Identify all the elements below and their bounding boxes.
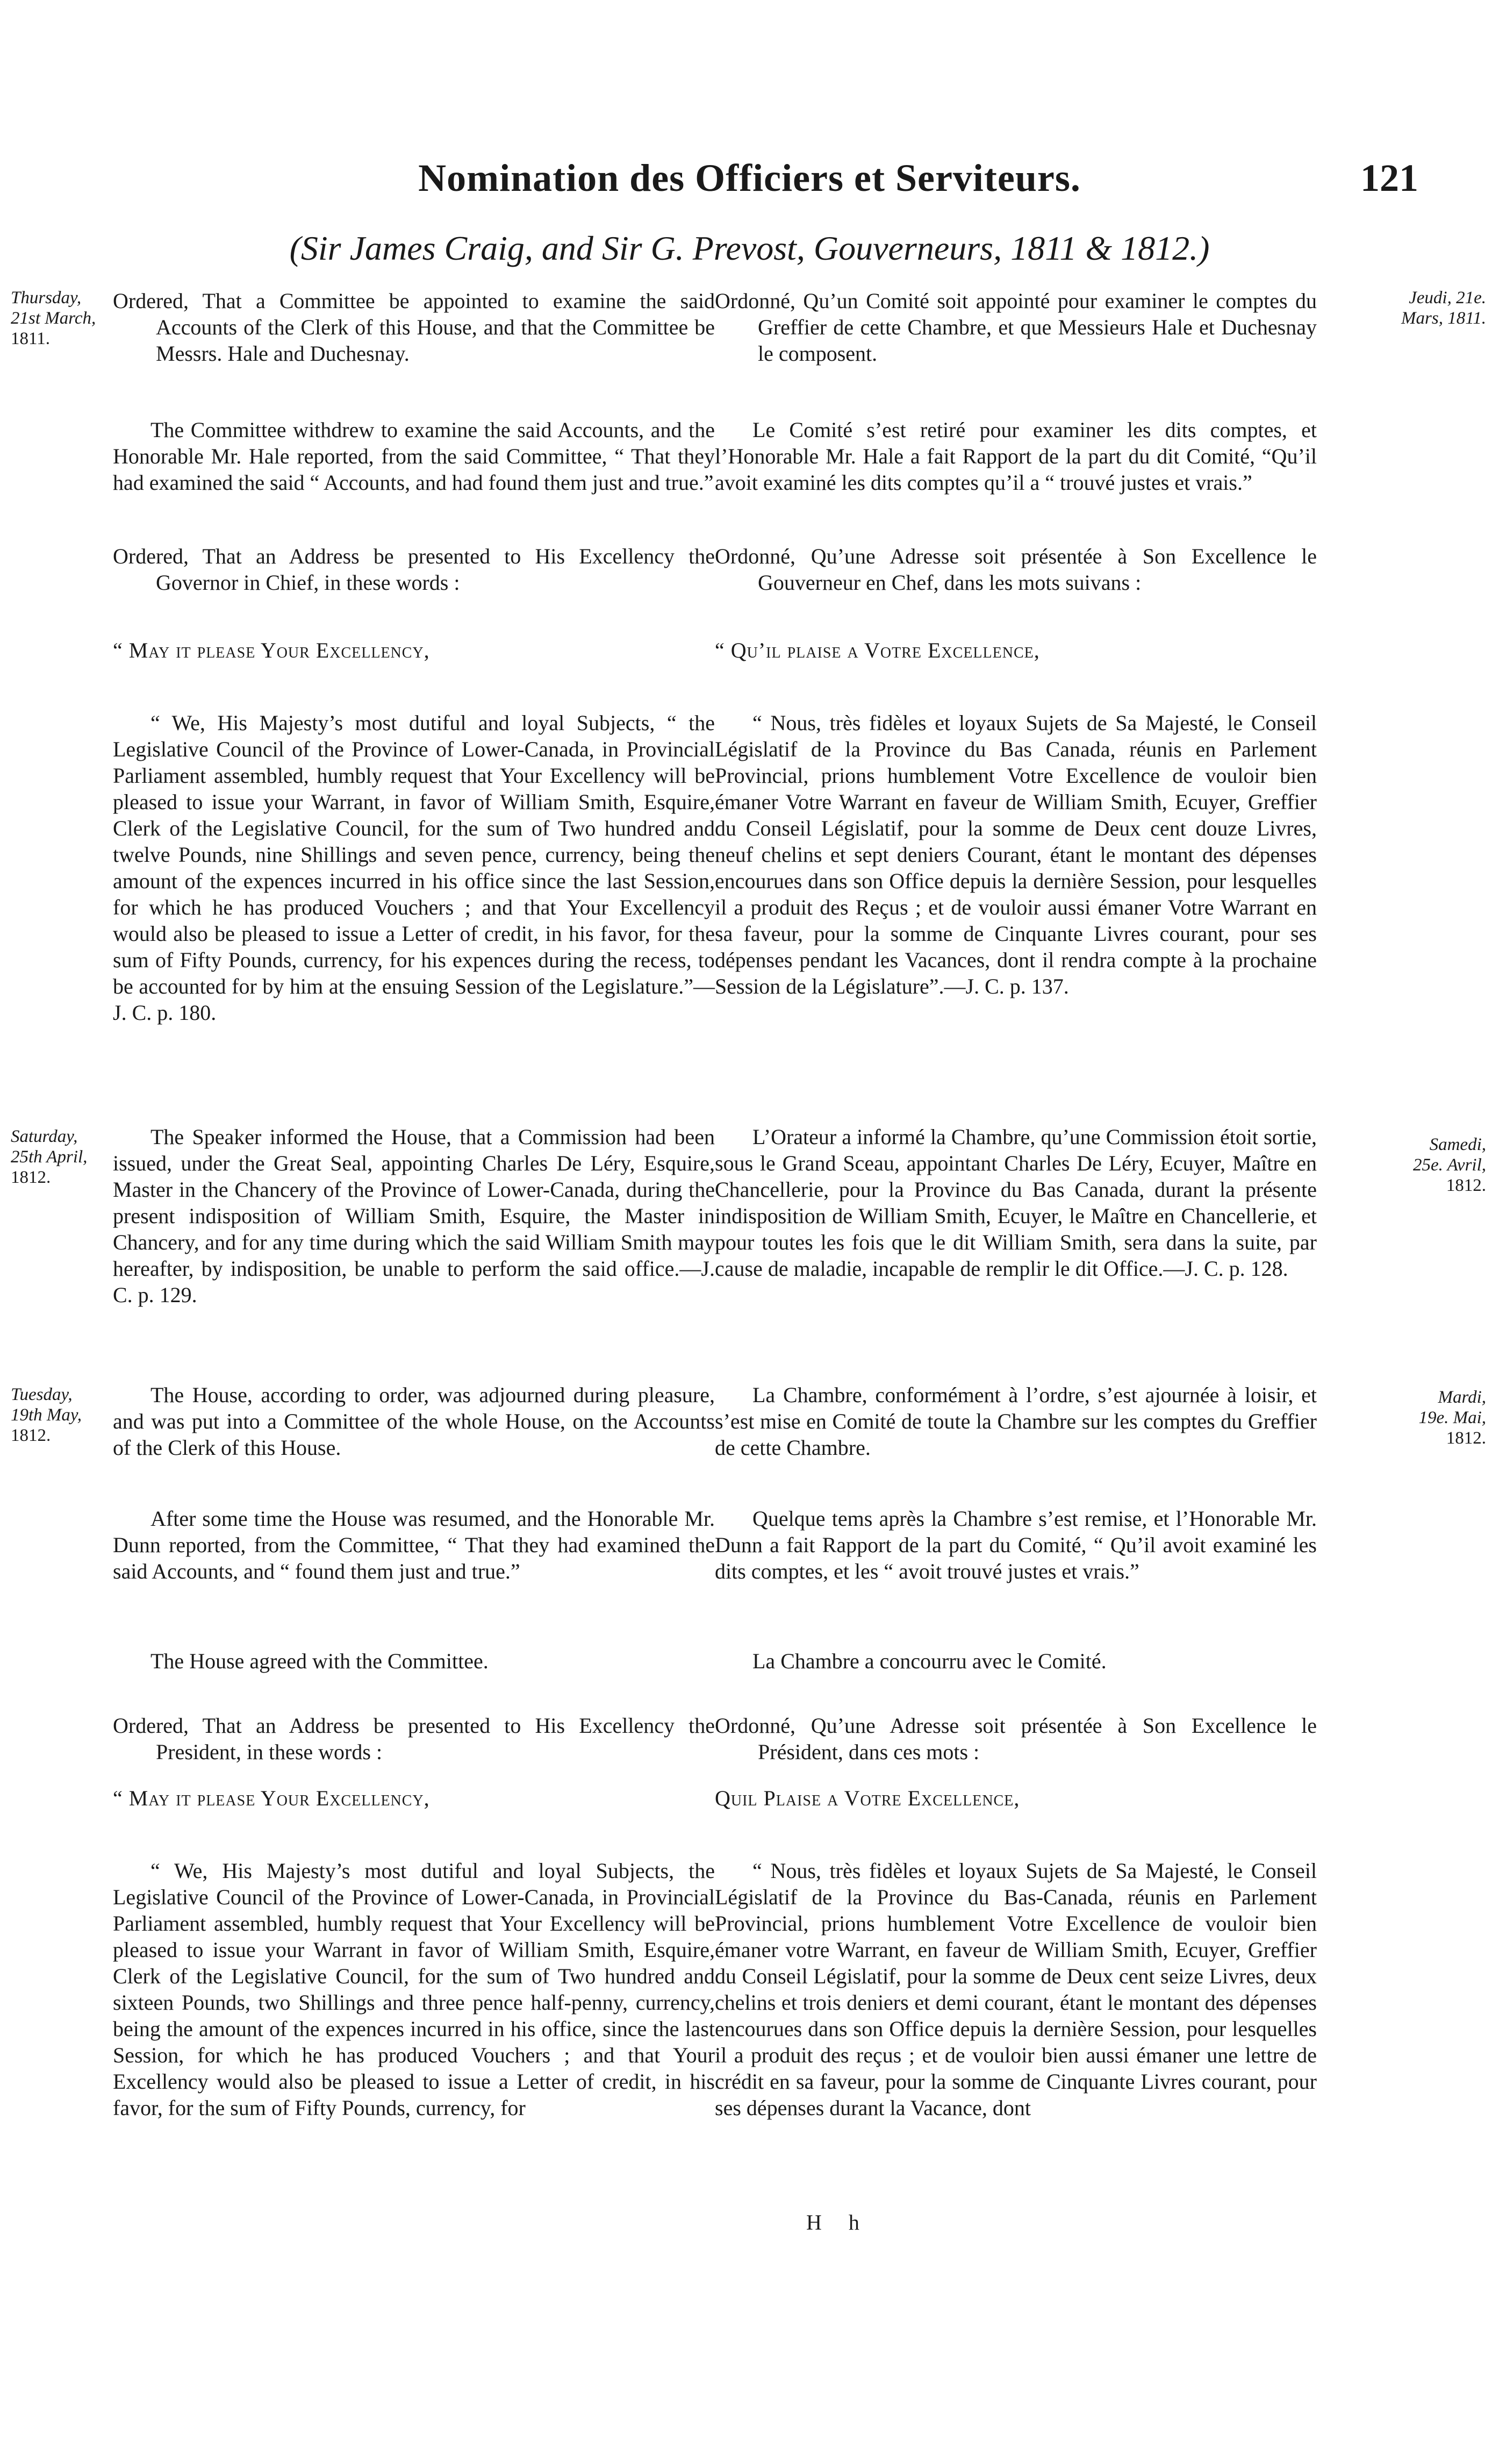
margin-note-thursday: [11, 288, 102, 349]
margin-note-day: Mardi,: [1438, 1388, 1486, 1407]
french-paragraph-7: [715, 1382, 1317, 1461]
paragraph-text: “ Nous, très fidèles et loyaux Sujets de Sa Majesté, le Conseil Législatif de la Province du Bas Canada, réunis en Parlement Provincial, prions humblement Votre Excellence de vouloir bien émaner Votre Warrant en faveur de William Smith, Ecuyer, Greffier du Conseil Législatif, pour la somme de Deux cent douze Livres, neuf chelins et sept deniers Courant, étant le montant des dépenses encourues dans son Office depuis la dernière Session, pour lesquelles il a produit des Reçus ; et de vouloir aussi émaner Votre Warrant en sa faveur, pour la somme de Cinquante Livres courant, pour ses dépenses pendant les Vacances, dont il rendra compte à la prochaine Session de la Législature”.—J. C. p. 137.: [715, 711, 1317, 998]
margin-note-date: 19e. Mai,: [1418, 1408, 1486, 1427]
paragraph-text: “ We, His Majesty’s most dutiful and loyal Subjects, “ the Legislative Council of the Province of Lower-Canada, in Provincial Parliament assembled, humbly request that Your Excellency will be pleased to issue your Warrant, in favor of William Smith, Esquire, Clerk of the Legislative Council, for the sum of Two hundred and twelve Pounds, nine Shillings and seven pence, currency, being the amount of the expences incurred in his office since the last Session, for which he has produced Vouchers ; and that Your Excellency would also be pleased to issue a Letter of credit, in his favor, for the sum of Fifty Pounds, currency, for his expences during the recess, to be accounted for by him at the ensuing Session of the Legislature.”—J. C. p. 180.: [113, 711, 715, 1025]
paragraph-text: La Chambre, conformément à l’ordre, s’est ajournée à loisir, et s’est mise en Comité de toute la Chambre sur les comptes du Greffier de cette Chambre.: [715, 1383, 1317, 1460]
paragraph-text: “ May it please Your Excellency,: [113, 638, 430, 662]
paragraph-text: The Committee withdrew to examine the said Accounts, and the Honorable Mr. Hale reported, from the said Committee, “ That they had examined the said “ Accounts, and had found them just and true.”: [113, 418, 715, 495]
margin-note-day: Samedi,: [1429, 1135, 1486, 1154]
french-paragraph-11: [715, 1785, 1317, 1811]
paragraph-text: Ordered, That an Address be presented to His Excellency the President, in these words :: [113, 1713, 715, 1764]
english-paragraph-3: [113, 543, 715, 596]
paragraph-text: Ordered, That an Address be presented to His Excellency the Governor in Chief, in these words :: [113, 544, 715, 595]
french-paragraph-4: [715, 637, 1317, 663]
french-paragraph-6: [715, 1124, 1317, 1282]
margin-note-date: 19th May,: [11, 1405, 82, 1425]
english-paragraph-9: [113, 1648, 715, 1674]
french-paragraph-12: [715, 1858, 1317, 2121]
english-paragraph-5: [113, 710, 715, 1026]
paragraph-text: Quelque tems après la Chambre s’est remise, et l’Honorable Mr. Dunn a fait Rapport de la part du Comité, “ Qu’il avoit examiné les dits comptes, et les “ avoit trouvé justes et vrais.”: [715, 1506, 1317, 1583]
margin-note-day: Tuesday,: [11, 1385, 73, 1404]
paragraph-text: “ Qu’il plaise a Votre Excellence,: [715, 638, 1040, 662]
paragraph-text: “ May it please Your Excellency,: [113, 1786, 430, 1810]
english-paragraph-7: [113, 1382, 715, 1461]
margin-note-year: 1812.: [1446, 1176, 1486, 1195]
margin-note-year: 1811.: [11, 329, 51, 348]
english-paragraph-11: [113, 1785, 715, 1811]
paragraph-text: The House, according to order, was adjourned during pleasure, and was put into a Committee of the whole House, on the Accounts of the Clerk of this House.: [113, 1383, 715, 1460]
paragraph-text: Le Comité s’est retiré pour examiner les dits comptes, et l’Honorable Mr. Hale a fait Rapport de la part du dit Comité, “Qu’il avoit examiné les dits comptes qu’il a “ trouvé justes et vrais.”: [715, 418, 1317, 495]
margin-note-mardi: [1395, 1387, 1486, 1448]
page-number: 121: [1360, 156, 1418, 199]
margin-note-year: 1812.: [11, 1426, 51, 1445]
paragraph-text: After some time the House was resumed, and the Honorable Mr. Dunn reported, from the Committee, “ That they had examined the said Accounts, and “ found them just and true.”: [113, 1506, 715, 1583]
margin-note-day: Thursday,: [11, 288, 82, 308]
margin-note-date: 25e. Avril,: [1413, 1155, 1486, 1175]
margin-note-date: 21st March,: [11, 309, 96, 328]
english-paragraph-6: [113, 1124, 715, 1308]
paragraph-text: Ordonné, Qu’une Adresse soit présentée à Son Excellence le Président, dans ces mots :: [715, 1713, 1317, 1764]
signature-mark: H h: [806, 2210, 870, 2234]
paragraph-text: La Chambre a concourru avec le Comité.: [752, 1649, 1107, 1673]
paragraph-text: The House agreed with the Committee.: [150, 1649, 489, 1673]
english-paragraph-12: [113, 1858, 715, 2121]
paragraph-text: Quil Plaise a Votre Excellence,: [715, 1786, 1020, 1810]
margin-note-tuesday: [11, 1384, 102, 1446]
margin-note-samedi: [1395, 1134, 1486, 1196]
margin-note-date: 25th April,: [11, 1147, 88, 1167]
english-paragraph-4: [113, 637, 715, 663]
margin-note-saturday: [11, 1126, 102, 1188]
paragraph-text: Ordonné, Qu’un Comité soit appointé pour examiner le comptes du Greffier de cette Chambre, et que Messieurs Hale et Duchesnay le composent.: [715, 289, 1317, 366]
page-title: Nomination des Officiers et Serviteurs.: [418, 156, 1081, 199]
margin-note-year: 1812.: [11, 1168, 51, 1187]
paragraph-text: L’Orateur a informé la Chambre, qu’une Commission étoit sortie, sous le Grand Sceau, appointant Charles De Léry, Ecuyer, Maître en Chancellerie, pour la Province du Bas Canada, durant la présente indisposition de William Smith, Ecuyer, le Maître en Chancellerie, et pour toutes les fois que le dit William Smith, sera dans la suite, par cause de maladie, incapable de remplir le dit Office.—J. C. p. 128.: [715, 1125, 1317, 1281]
english-paragraph-8: [113, 1505, 715, 1584]
french-paragraph-1: [715, 288, 1317, 367]
paragraph-text: “ Nous, très fidèles et loyaux Sujets de Sa Majesté, le Conseil Législatif de la Province du Bas-Canada, réunis en Parlement Provincial, prions humblement Votre Excellence de vouloir bien émaner votre Warrant, en faveur de William Smith, Ecuyer, Greffier du Conseil Législatif, pour la somme de Deux cent seize Livres, deux chelins et trois deniers et demi courant, étant le montant des dépenses encourues dans son Office depuis la dernière Session, pour lesquelles il a produit des reçus ; et de vouloir bien aussi émaner une lettre de crédit en sa faveur, pour la somme de Cinquante Livres courant, pour ses dépenses durant la Vacance, dont: [715, 1859, 1317, 2120]
margin-note-date: Mars, 1811.: [1401, 309, 1486, 328]
french-paragraph-2: [715, 417, 1317, 496]
page-subtitle: (Sir James Craig, and Sir G. Prevost, Gouverneurs, 1811 & 1812.): [289, 229, 1210, 267]
margin-note-day: Saturday,: [11, 1127, 78, 1146]
margin-note-year: 1812.: [1446, 1429, 1486, 1448]
french-paragraph-5: [715, 710, 1317, 999]
english-paragraph-10: [113, 1712, 715, 1765]
paragraph-text: Ordonné, Qu’une Adresse soit présentée à Son Excellence le Gouverneur en Chef, dans les mots suivans :: [715, 544, 1317, 595]
margin-note-day: Jeudi, 21e.: [1409, 288, 1486, 308]
paragraph-text: Ordered, That a Committee be appointed to examine the said Accounts of the Clerk of this House, and that the Committee be Messrs. Hale and Duchesnay.: [113, 289, 715, 366]
french-paragraph-3: [715, 543, 1317, 596]
margin-note-jeudi: [1395, 288, 1486, 328]
paragraph-text: The Speaker informed the House, that a Commission had been issued, under the Great Seal, appointing Charles De Léry, Esquire, Master in the Chancery of the Province of Lower-Canada, during the present indisposition of William Smith, Esquire, the Master in Chancery, and for any time during which the said William Smith may hereafter, by indisposition, be unable to perform the said office.—J. C. p. 129.: [113, 1125, 715, 1307]
english-paragraph-1: [113, 288, 715, 367]
english-paragraph-2: [113, 417, 715, 496]
french-paragraph-8: [715, 1505, 1317, 1584]
french-paragraph-9: [715, 1648, 1317, 1674]
french-paragraph-10: [715, 1712, 1317, 1765]
paragraph-text: “ We, His Majesty’s most dutiful and loyal Subjects, the Legislative Council of the Province of Lower-Canada, in Provincial Parliament assembled, humbly request that Your Excellency will be pleased to issue your Warrant in favor of William Smith, Esquire, Clerk of the Legislative Council, for the sum of Two hundred and sixteen Pounds, two Shillings and three pence half-penny, currency, being the amount of the expences incurred in his office, since the last Session, for which he has produced Vouchers ; and that Your Excellency would also be pleased to issue a Letter of credit, in his favor, for the sum of Fifty Pounds, currency, for: [113, 1859, 715, 2120]
